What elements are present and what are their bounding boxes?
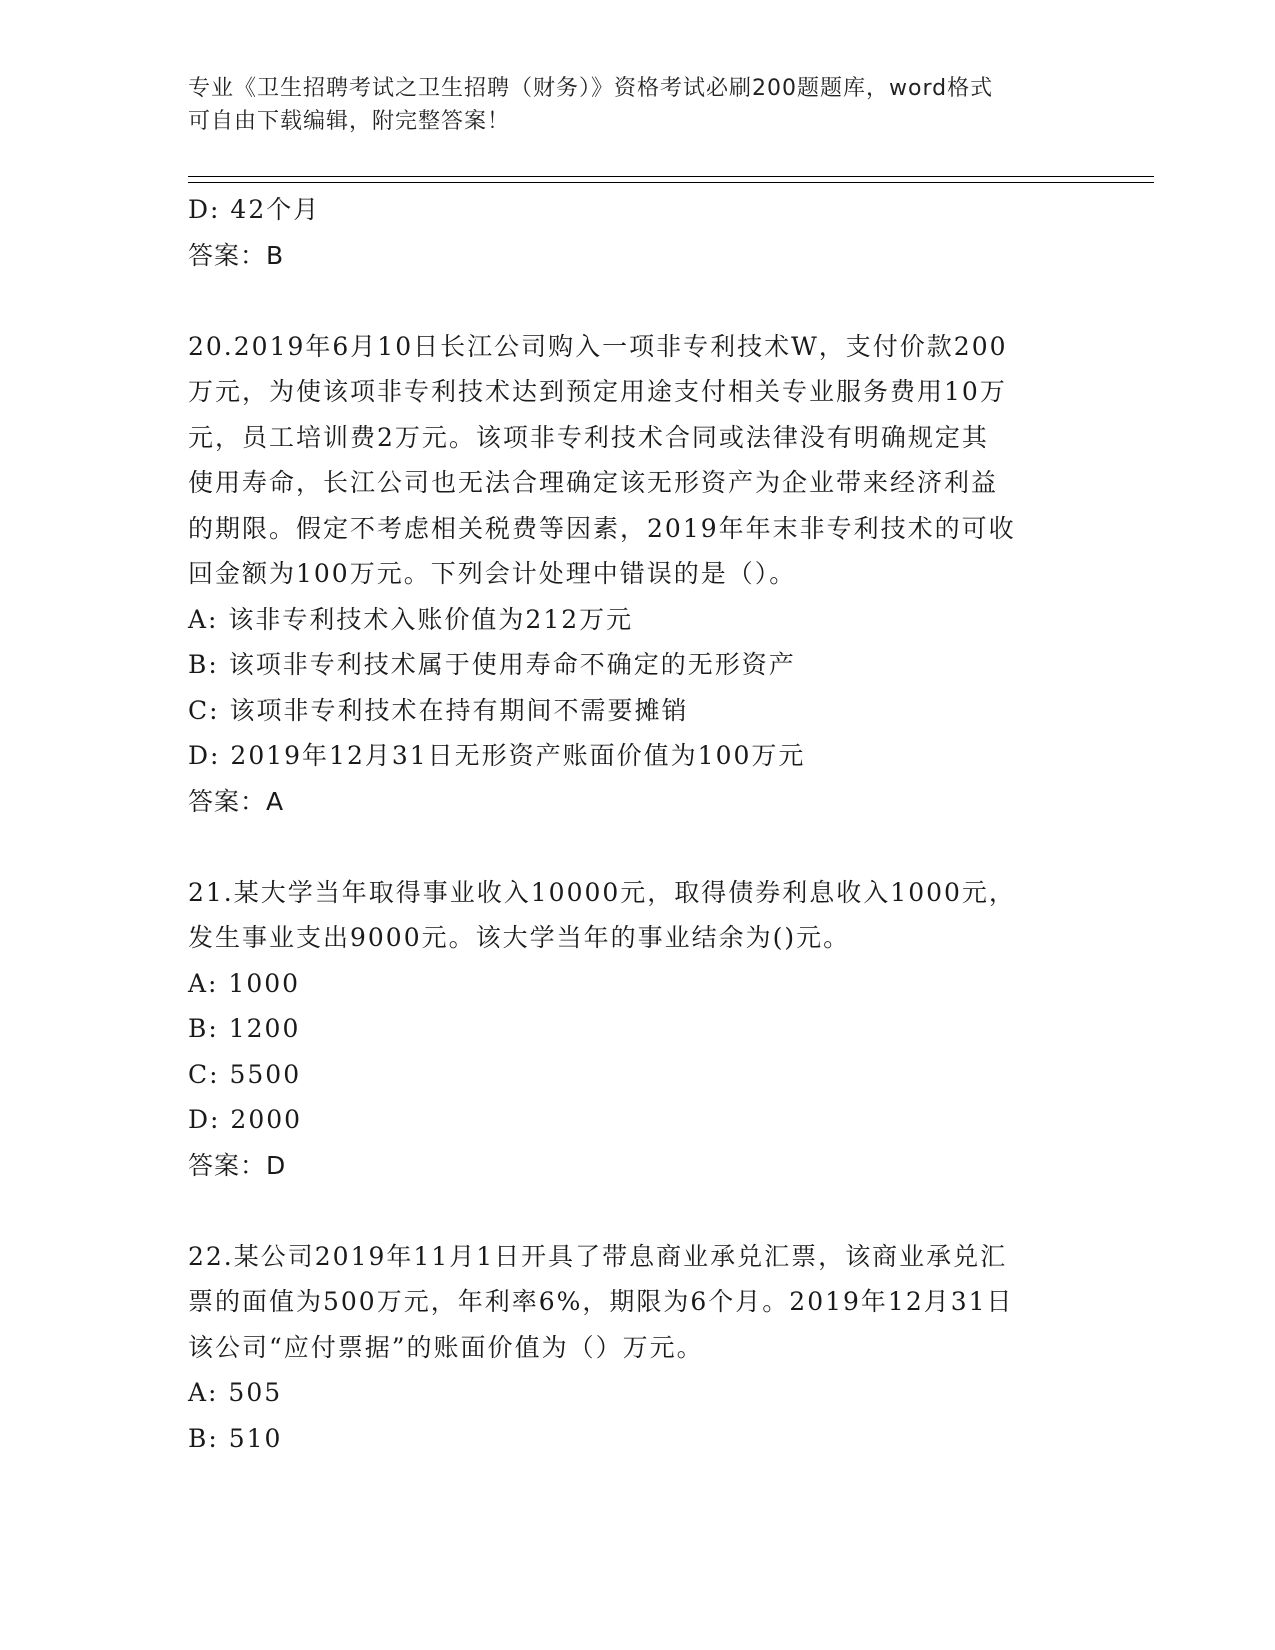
option-a: A: 该非专利技术入账价值为212万元: [188, 604, 634, 634]
spacer: [188, 824, 1068, 870]
option-b: B: 510: [188, 1423, 283, 1453]
question-19-tail: [188, 187, 1068, 278]
question-stem-line: 票的面值为500万元，年利率6%，期限为6个月。2019年12月31日: [188, 1287, 1014, 1316]
option-d: D: 42个月: [188, 195, 321, 224]
option-a: A: 1000: [188, 968, 301, 998]
question-stem-line: 21.某大学当年取得事业收入10000元，取得债券利息收入1000元，: [188, 877, 1016, 907]
question-stem-line: 发生事业支出9000元。该大学当年的事业结余为()元。: [188, 923, 851, 952]
header-rule-bottom: [188, 182, 1154, 183]
question-stem-line: 万元，为使该项非专利技术达到预定用途支付相关专业服务费用10万: [188, 377, 1007, 406]
answer-line: 答案：D: [188, 1150, 287, 1180]
document-body: [188, 187, 1068, 1461]
question-22: [188, 1234, 1068, 1462]
question-stem-line: 元，员工培训费2万元。该项非专利技术合同或法律没有明确规定其: [188, 422, 989, 452]
header-rule-top: [188, 176, 1154, 177]
question-stem-line: 使用寿命，长江公司也无法合理确定该无形资产为企业带来经济利益: [188, 468, 999, 497]
question-stem-line: 回金额为100万元。下列会计处理中错误的是（）。: [188, 559, 797, 588]
option-b: B: 该项非专利技术属于使用寿命不确定的无形资产: [188, 650, 796, 679]
option-b: B: 1200: [188, 1014, 301, 1043]
option-d: D: 2019年12月31日无形资产账面价值为100万元: [188, 741, 806, 770]
option-d: D: 2000: [188, 1105, 303, 1134]
question-stem-line: 22.某公司2019年11月1日开具了带息商业承兑汇票，该商业承兑汇: [188, 1241, 1008, 1271]
header-title-line-2: 可自由下载编辑，附完整答案！: [188, 109, 511, 134]
option-c: C: 5500: [188, 1059, 302, 1089]
answer-line: 答案：B: [188, 240, 285, 270]
header-title-line-1: 专业《卫生招聘考试之卫生招聘（财务）》资格考试必刷200题题库，word格式: [188, 76, 994, 101]
question-stem-line: 该公司“应付票据”的账面价值为（）万元。: [188, 1332, 704, 1362]
answer-line: 答案：A: [188, 786, 285, 816]
document-header: [188, 72, 1068, 138]
question-20: [188, 324, 1068, 825]
question-stem-line: 的期限。假定不考虑相关税费等因素，2019年年末非专利技术的可收: [188, 513, 1016, 543]
spacer: [188, 278, 1068, 324]
spacer: [188, 1188, 1068, 1234]
question-stem-line: 20.2019年6月10日长江公司购入一项非专利技术W，支付价款200: [188, 331, 1008, 361]
question-21: [188, 870, 1068, 1189]
option-c: C: 该项非专利技术在持有期间不需要摊销: [188, 695, 689, 725]
option-a: A: 505: [188, 1378, 283, 1407]
